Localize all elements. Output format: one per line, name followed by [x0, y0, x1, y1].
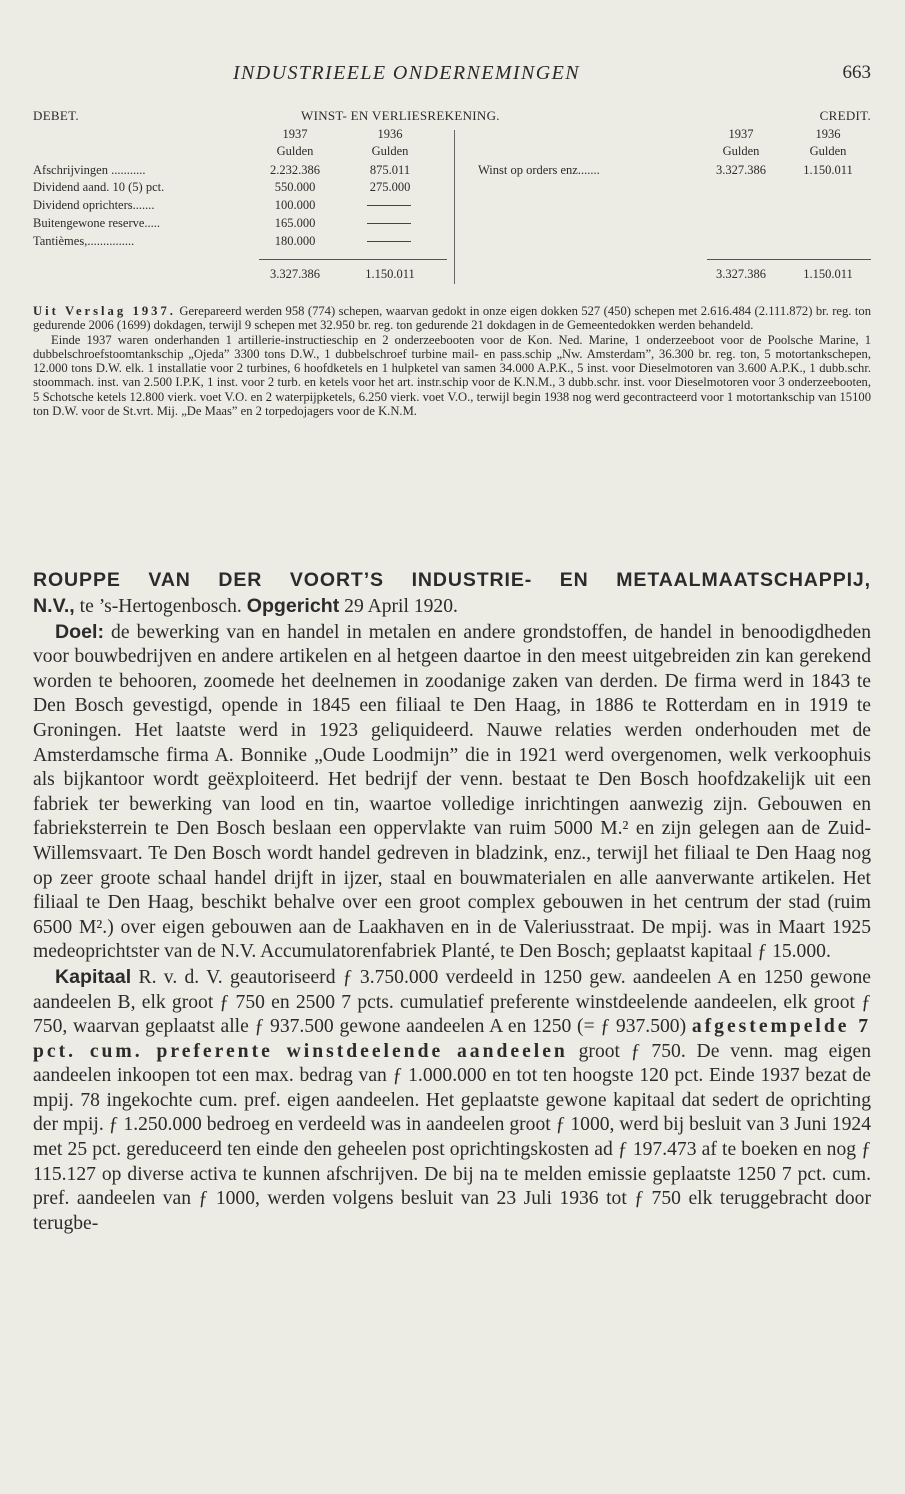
- value-1937: 3.327.386: [716, 163, 766, 177]
- row-label: Afschrijvingen ...........: [33, 163, 146, 177]
- credit-label: CREDIT.: [819, 108, 871, 123]
- year-1937-credit: 1937: [728, 127, 754, 141]
- account-title: WINST- EN VERLIESREKENING.: [301, 108, 500, 123]
- row-label: Buitengewone reserve.....: [33, 216, 161, 230]
- empty-value-dash: [367, 205, 411, 206]
- value-1937: 550.000: [274, 180, 316, 194]
- kapitaal-emphasis: afgestempelde 7 pct. cum. preferente winstdeelende aandeelen: [33, 1016, 872, 1062]
- total-1937: 3.327.386: [270, 267, 320, 281]
- total-rule: [707, 259, 871, 260]
- value-1937: 180.000: [274, 234, 316, 248]
- empty-value-dash: [367, 223, 411, 224]
- row-label: Tantièmes,...............: [33, 234, 135, 248]
- total-1937: 3.327.386: [716, 267, 766, 281]
- total-1936: 1.150.011: [365, 267, 415, 281]
- kapitaal-label: Kapitaal: [55, 965, 132, 988]
- debit-row: [33, 197, 871, 213]
- debit-row: [33, 215, 871, 231]
- company-name: ROUPPE VAN DER VOORT’S INDUSTRIE- EN METAALMAATSCHAPPIJ,: [33, 569, 871, 591]
- report-paragraph: Einde 1937 waren onderhanden 1 artillerie-instructieschip en 2 onderzeebooten voor de Kon. Ned. Marine, 1 onderzeeboot voor de Poolsche Marine, 1 dubbelschroefstoomtankschip „Ojeda” 3300 tons D.W., 1 dubbelschroef turbine mail- en pass.schip „Nw. Amsterdam”, 36.300 br. reg. ton, 5 motortankschepen, 12.000 tons D.W. elk. 1 installatie voor 2 turbines, 6 hoofdketels en 1 hulpketel van samen 34.000 A.P.K., 5 inst. voor Dieselmotoren van 3.600 A.P.K., 1 dubb.schr. stoommach. inst. van 2.500 I.P.K, 1 inst. voor 2 turb. en ketels voor het art. instr.schip voor de K.N.M., 3 dubb.schr. inst. voor Dieselmotoren voor 3 onderzeebooten, 5 Schotsche ketels 12.800 vierk. voet V.O. en 2 waterpijpketels, 6.250 vierk. voet V.O., terwijl begin 1938 nog werd gecontracteerd voor 1 motortankschip van 15100 ton D.W. voor de St.vrt. Mij. „De Maas” en 2 torpedojagers voor de K.N.M.: [33, 332, 871, 419]
- currency-header-row-credit: [33, 143, 871, 159]
- value-1937: 165.000: [274, 216, 316, 230]
- year-1936-credit: 1936: [815, 127, 841, 141]
- total-1936: 1.150.011: [803, 267, 853, 281]
- row-label: Dividend oprichters.......: [33, 198, 155, 212]
- year-1936-debit: 1936: [377, 127, 403, 141]
- running-title: INDUSTRIEELE ONDERNEMINGEN: [233, 62, 580, 84]
- report-paragraph: [33, 304, 871, 333]
- founded-label: Opgericht: [246, 595, 340, 617]
- value-1937: 100.000: [274, 198, 316, 212]
- report-text: Gerepareerd werden 958 (774) schepen, waarvan gedokt in onze eigen dokken 527 (450) schepen met 2.616.484 (2.111.872) br. reg. ton gedurende 2006 (1699) dokdagen, terwijl 9 schepen met 32.950 br. reg. ton gedurende 21 dokdagen in de Gemeentedokken werden behandeld.: [33, 304, 872, 333]
- empty-value-dash: [367, 241, 411, 242]
- company-form: N.V.,: [33, 595, 75, 617]
- value-1936: 1.150.011: [803, 163, 853, 177]
- row-label: Dividend aand. 10 (5) pct.: [33, 180, 165, 194]
- currency-label: Gulden: [371, 144, 409, 158]
- year-header-row-credit: [33, 126, 871, 142]
- row-label: Winst op orders enz.......: [478, 163, 600, 177]
- doel-label: Doel:: [55, 620, 104, 643]
- company-entry: [33, 566, 871, 1236]
- annual-report-excerpt: [33, 304, 871, 418]
- company-intro: [33, 594, 871, 620]
- credit-row: [33, 162, 871, 178]
- report-heading: Uit Verslag 1937.: [33, 304, 176, 318]
- doel-text: de bewerking van en handel in metalen en andere grondstoffen, de handel in benoodigdheden voor bouwbedrijven en andere artikelen en al hetgeen daartoe in den meest uitgebreiden zin kan gerekend worden te behooren, zoomede het deelnemen in zoodanige zaken van derden. De firma werd in 1843 te Den Bosch gevestigd, opende in 1845 een filiaal te Den Haag, in 1886 te Rotterdam en in 1919 te Groningen. Het laatste werd in 1923 geliquideerd. Nauwe relaties werden onderhouden met de Amsterdamsche firma A. Bonnike „Oude Loodmijn” die in 1921 werd overgenomen, welk verkoophuis als bijkantoor wordt geëxploiteerd. Het bedrijf der venn. bestaat te Den Bosch hoofdzakelijk uit een fabriek ter bewerking van lood en tin, waartoe volledige inrichtingen aanwezig zijn. Gebouwen en fabrieksterrein te Den Bosch beslaan een oppervlakte van ruim 5000 M.² en zijn gelegen aan de Zuid-Willemsvaart. Te Den Bosch wordt handel gedreven in bladzink, enz., terwijl het filiaal te Den Haag nog op zeer groote schaal handel drijft in ijzer, staal en bouwmaterialen en alle aanverwante artikelen. Het filiaal te Den Haag, beschikt behalve over een groot complex gebouwen in het centrum der stad (ruim 6500 M².) over eigen gebouwen aan de Laakhaven en in de Valeriusstraat. De mpij. was in Maart 1925 medeoprichtster van de N.V. Accumulatorenfabriek Planté, te Den Bosch; geplaatst kapitaal ƒ 15.000.: [33, 621, 871, 963]
- company-location: te ’s-Hertogenbosch.: [74, 596, 247, 617]
- kapitaal-text: R. v. d. V. geautoriseerd ƒ 3.750.000 verdeeld in 1250 gew. aandeelen A en 1250 gewone aandeelen B, elk groot ƒ 750 en 2500 7 pcts. cumulatief preferente winstdeelende aandeelen, elk groot ƒ 750, waarvan geplaatst alle ƒ 937.500 gewone aandeelen A en 1250 (= ƒ 937.500): [33, 966, 871, 1038]
- kapitaal-text-cont: groot ƒ 750. De venn. mag eigen aandeelen inkoopen tot een max. bedrag van ƒ 1.000.000 en tot ten hoogste 120 pct. Einde 1937 bezat de mpij. 78 ingekochte cum. pref. eigen aandeelen. Het geplaatste gewone kapitaal dat sedert de oprichting der mpij. ƒ 1.250.000 bedroeg en verdeeld was in aandeelen groot ƒ 1000, werd bij besluit van 3 Juni 1924 met 25 pct. gereduceerd ten einde den geheelen post oprichtingskosten ad ƒ 197.473 af te boeken en nog ƒ 115.127 op diverse activa te kunnen afschrijven. De bij na te melden emissie geplaatste 1250 7 pct. cum. pref. aandeelen van ƒ 1000, werden volgens besluit van 23 Juli 1936 tot ƒ 750 elk teruggebracht door terugbe-: [33, 1040, 871, 1234]
- running-head: [33, 62, 871, 88]
- doel-paragraph: [33, 620, 871, 965]
- founded-date: 29 April 1920.: [339, 596, 458, 617]
- debit-row: [33, 179, 871, 195]
- kapitaal-paragraph: [33, 965, 871, 1237]
- value-1936: 275.000: [369, 180, 411, 194]
- currency-label: Gulden: [809, 144, 847, 158]
- total-rule: [259, 259, 447, 260]
- year-1937-debit: 1937: [282, 127, 308, 141]
- value-1936: 875.011: [369, 163, 411, 177]
- debit-row: [33, 233, 871, 249]
- credit-total-row: [33, 266, 871, 282]
- currency-label: Gulden: [276, 144, 314, 158]
- page-number: 663: [842, 62, 871, 83]
- debet-label: DEBET.: [33, 108, 79, 123]
- value-1937: 2.232.386: [270, 163, 320, 177]
- currency-label: Gulden: [722, 144, 760, 158]
